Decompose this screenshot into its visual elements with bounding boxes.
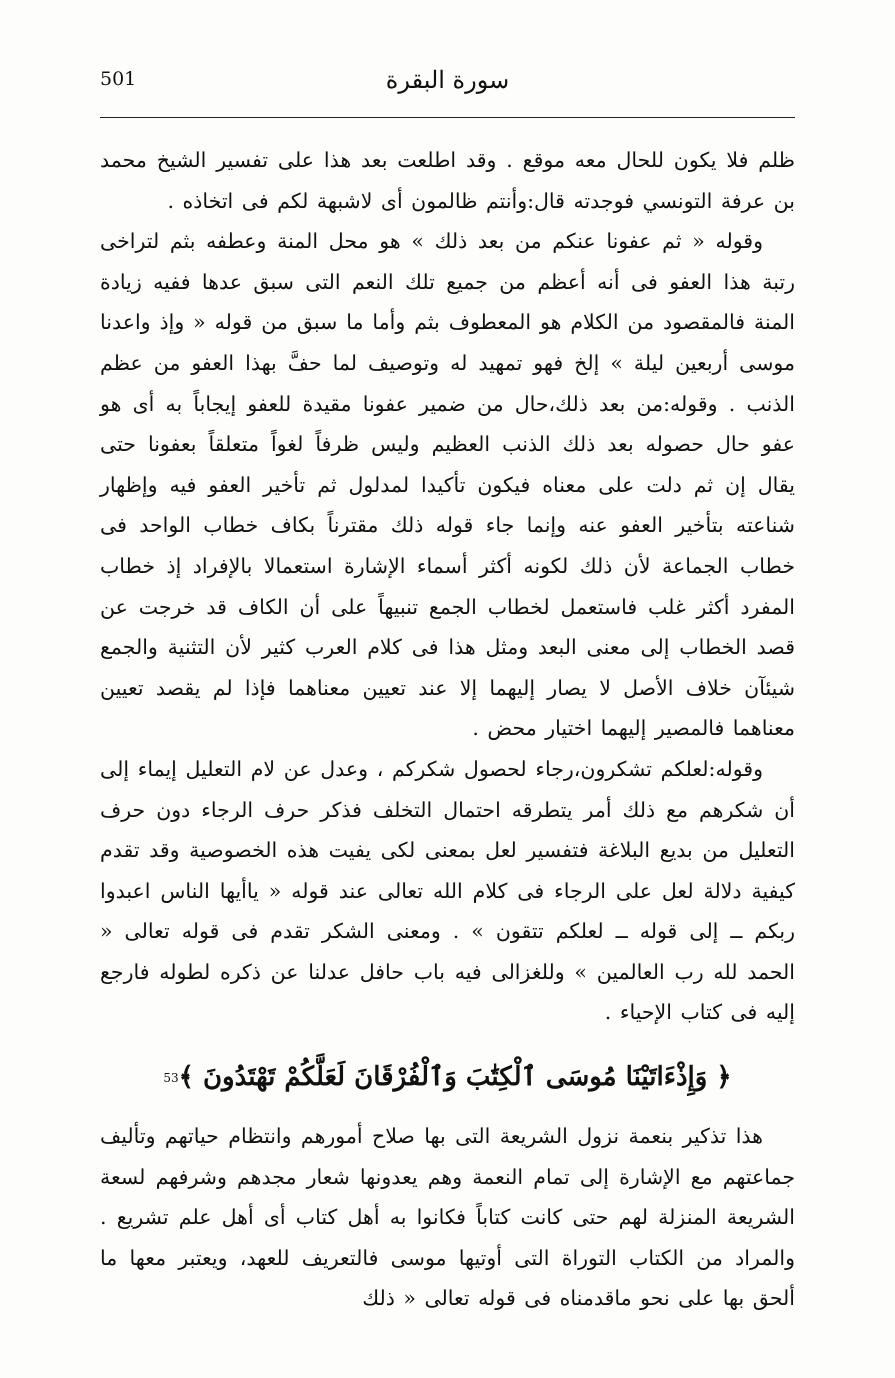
header-rule [100,117,795,118]
page-number: 501 [100,68,137,90]
verse-text: ﴿ وَإِذْءَاتَيْنَا مُوسَى ٱلْكِتَٰبَ وَٱلْفُرْقَانَ لَعَلَّكُمْ تَهْتَدُونَ ﴾ [178,1062,732,1093]
paragraph-3: وقوله:لعلكم تشكرون،رجاء لحصول شكركم ، وعدل عن لام التعليل إيماء إلى أن شكرهم مع ذلك أمر يتطرقه احتمال التخلف فذكر حرف الرجاء دون حرف التعليل من بديع البلاغة فتفسير لعل بمعنى لكى يفيت هذه الخصوصية وقد تقدم كيفية دلالة لعل على الرجاء فى كلام الله تعالى عند قوله « ياأيها الناس اعبدوا ربكم ــ إلى قوله ــ لعلكم تتقون » . ومعنى الشكر تقدم فى قوله تعالى « الحمد لله رب العالمين » وللغزالى فيه باب حافل عدلنا عن ذكره لطوله فارجع إليه فى كتاب الإحياء . [100,756,795,1025]
verse-number: 53 [163,1071,179,1086]
surah-title: سورة البقرة [385,66,510,94]
closing-paragraph: هذا تذكير بنعمة نزول الشريعة التى بها صلاح أمورهم وانتظام حياتهم وتأليف جماعتهم مع الإشارة إلى تمام النعمة وهم يعدونها شعار مجدهم وشرفهم لسعة الشريعة المنزلة لهم حتى كانت كتاباً فكانوا به أهل كتاب أى أهل علم تشريع . والمراد من الكتاب التوراة التى أوتيها موسى فالتعريف للعهد، ويعتبر معها ما ألحق بها على نحو ماقدمناه فى قوله تعالى « ذلك [100,1124,795,1311]
paragraph-1: ظلم فلا يكون للحال معه موقع . وقد اطلعت بعد هذا على تفسير الشيخ محمد بن عرفة التونسي فوجدته قال:وأنتم ظالمون أى لاشبهة لكم فى اتخاذه . [100,148,795,213]
page-header [100,62,795,102]
body-text [100,140,795,1319]
quran-verse [100,1055,795,1100]
paragraph-2: وقوله « ثم عفونا عنكم من بعد ذلك » هو محل المنة وعطفه بثم لتراخى رتبة هذا العفو فى أنه أعظم من جميع تلك النعم التى سبق عدها ففيه زيادة المنة فالمقصود من الكلام هو المعطوف بثم وأما ما سبق من قوله « وإذ واعدنا موسى أربعين ليلة » إلخ فهو تمهيد له وتوصيف لما حفَّ بهذا العفو من عظم الذنب . وقوله:من بعد ذلك،حال من ضمير عفونا مقيدة للعفو إيجاباً به أى هو عفو حال حصوله بعد ذلك الذنب العظيم وليس ظرفاً لغواً متعلقاً بعفونا حتى يقال إن ثم دلت على معناه فيكون تأكيدا لمدلول ثم تأخير العفو فيه وإظهار شناعته بتأخير العفو عنه وإنما جاء قوله ذلك مقترناً بكاف خطاب الواحد فى خطاب الجماعة لأن ذلك لكونه أكثر أسماء الإشارة استعمالا بالإفراد إذ خطاب المفرد أكثر غلب فاستعمل لخطاب الجمع تنبيهاً على أن الكاف قد خرجت عن قصد الخطاب إلى معنى البعد ومثل هذا فى كلام العرب كثير لأن التثنية والجمع شيئآن خلاف الأصل لا يصار إليهما إلا عند تعيين معناهما فإذا لم يقصد تعيين معناهما فالمصير إليهما اختيار محض . [100,229,795,741]
